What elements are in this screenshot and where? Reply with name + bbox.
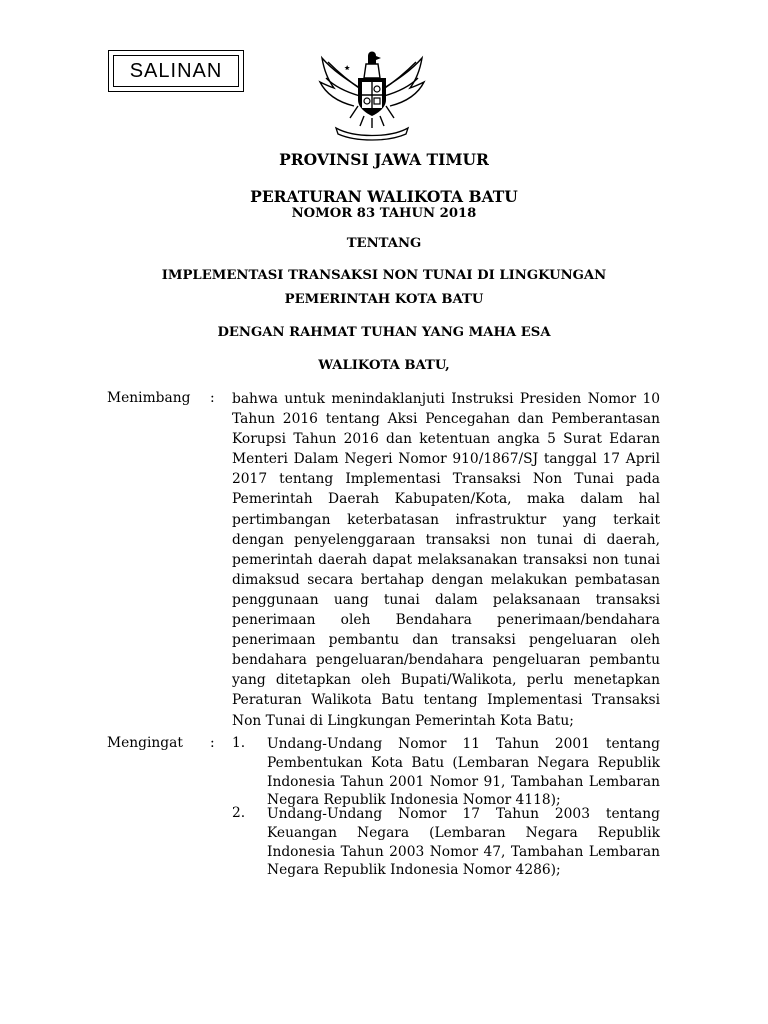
salinan-stamp-label: SALINAN bbox=[113, 55, 239, 87]
about-heading: TENTANG bbox=[346, 236, 422, 251]
menimbang-label: Menimbang bbox=[107, 390, 191, 406]
mengingat-colon: : bbox=[210, 735, 215, 751]
mengingat-item-number: 1. bbox=[232, 735, 246, 751]
mengingat-item-text: Undang-Undang Nomor 17 Tahun 2003 tentang Keuangan Negara (Lembaran Negara Republik Indonesia Tahun 2003 Nomor 47, Tambahan Lembaran Negara Republik Indonesia Nomor 4286); bbox=[267, 806, 660, 879]
regulation-number: NOMOR 83 TAHUN 2018 bbox=[291, 206, 477, 221]
garuda-pancasila-emblem-icon bbox=[314, 44, 430, 142]
regulation-title: PERATURAN WALIKOTA BATU bbox=[250, 187, 518, 206]
menimbang-colon: : bbox=[210, 390, 215, 406]
province-title: PROVINSI JAWA TIMUR bbox=[279, 150, 489, 169]
mengingat-item-number: 2. bbox=[232, 805, 246, 821]
blessing-heading: DENGAN RAHMAT TUHAN YANG MAHA ESA bbox=[217, 325, 551, 340]
subject-line-1: IMPLEMENTASI TRANSAKSI NON TUNAI DI LINGKUNGAN bbox=[161, 268, 607, 283]
mengingat-item-text: Undang-Undang Nomor 11 Tahun 2001 tentang Pembentukan Kota Batu (Lembaran Negara Republik Indonesia Tahun 2001 Nomor 91, Tambahan Lembaran Negara Republik Indonesia Nomor 4118); bbox=[267, 736, 660, 809]
subject-line-2: PEMERINTAH KOTA BATU bbox=[284, 292, 484, 307]
salinan-stamp bbox=[108, 50, 244, 92]
mayor-heading: WALIKOTA BATU, bbox=[318, 358, 450, 373]
mengingat-label: Mengingat bbox=[107, 735, 183, 751]
menimbang-text: bahwa untuk menindaklanjuti Instruksi Presiden Nomor 10 Tahun 2016 tentang Aksi Pencegahan dan Pemberantasan Korupsi Tahun 2016 dan ketentuan angka 5 Surat Edaran Menteri Dalam Negeri Nomor 910/1867/SJ tanggal 17 April 2017 tentang Implementasi Transaksi Non Tunai pada Pemerintah Daerah Kabupaten/Kota, maka dalam hal pertimbangan keterbatasan infrastruktur yang terkait dengan penyelenggaraan transaksi non tunai di daerah, pemerintah daerah dapat melaksanakan transaksi non tunai dimaksud secara bertahap dengan melakukan pembatasan penggunaan uang tunai dalam pelaksanaan transaksi penerimaan oleh Bendahara penerimaan/bendahara penerimaan pembantu dan transaksi pengeluaran oleh bendahara pengeluaran/bendahara pengeluaran pembantu yang ditetapkan oleh Bupati/Walikota, perlu menetapkan Peraturan Walikota Batu tentang Implementasi Transaksi Non Tunai di Lingkungan Pemerintah Kota Batu; bbox=[232, 391, 660, 729]
